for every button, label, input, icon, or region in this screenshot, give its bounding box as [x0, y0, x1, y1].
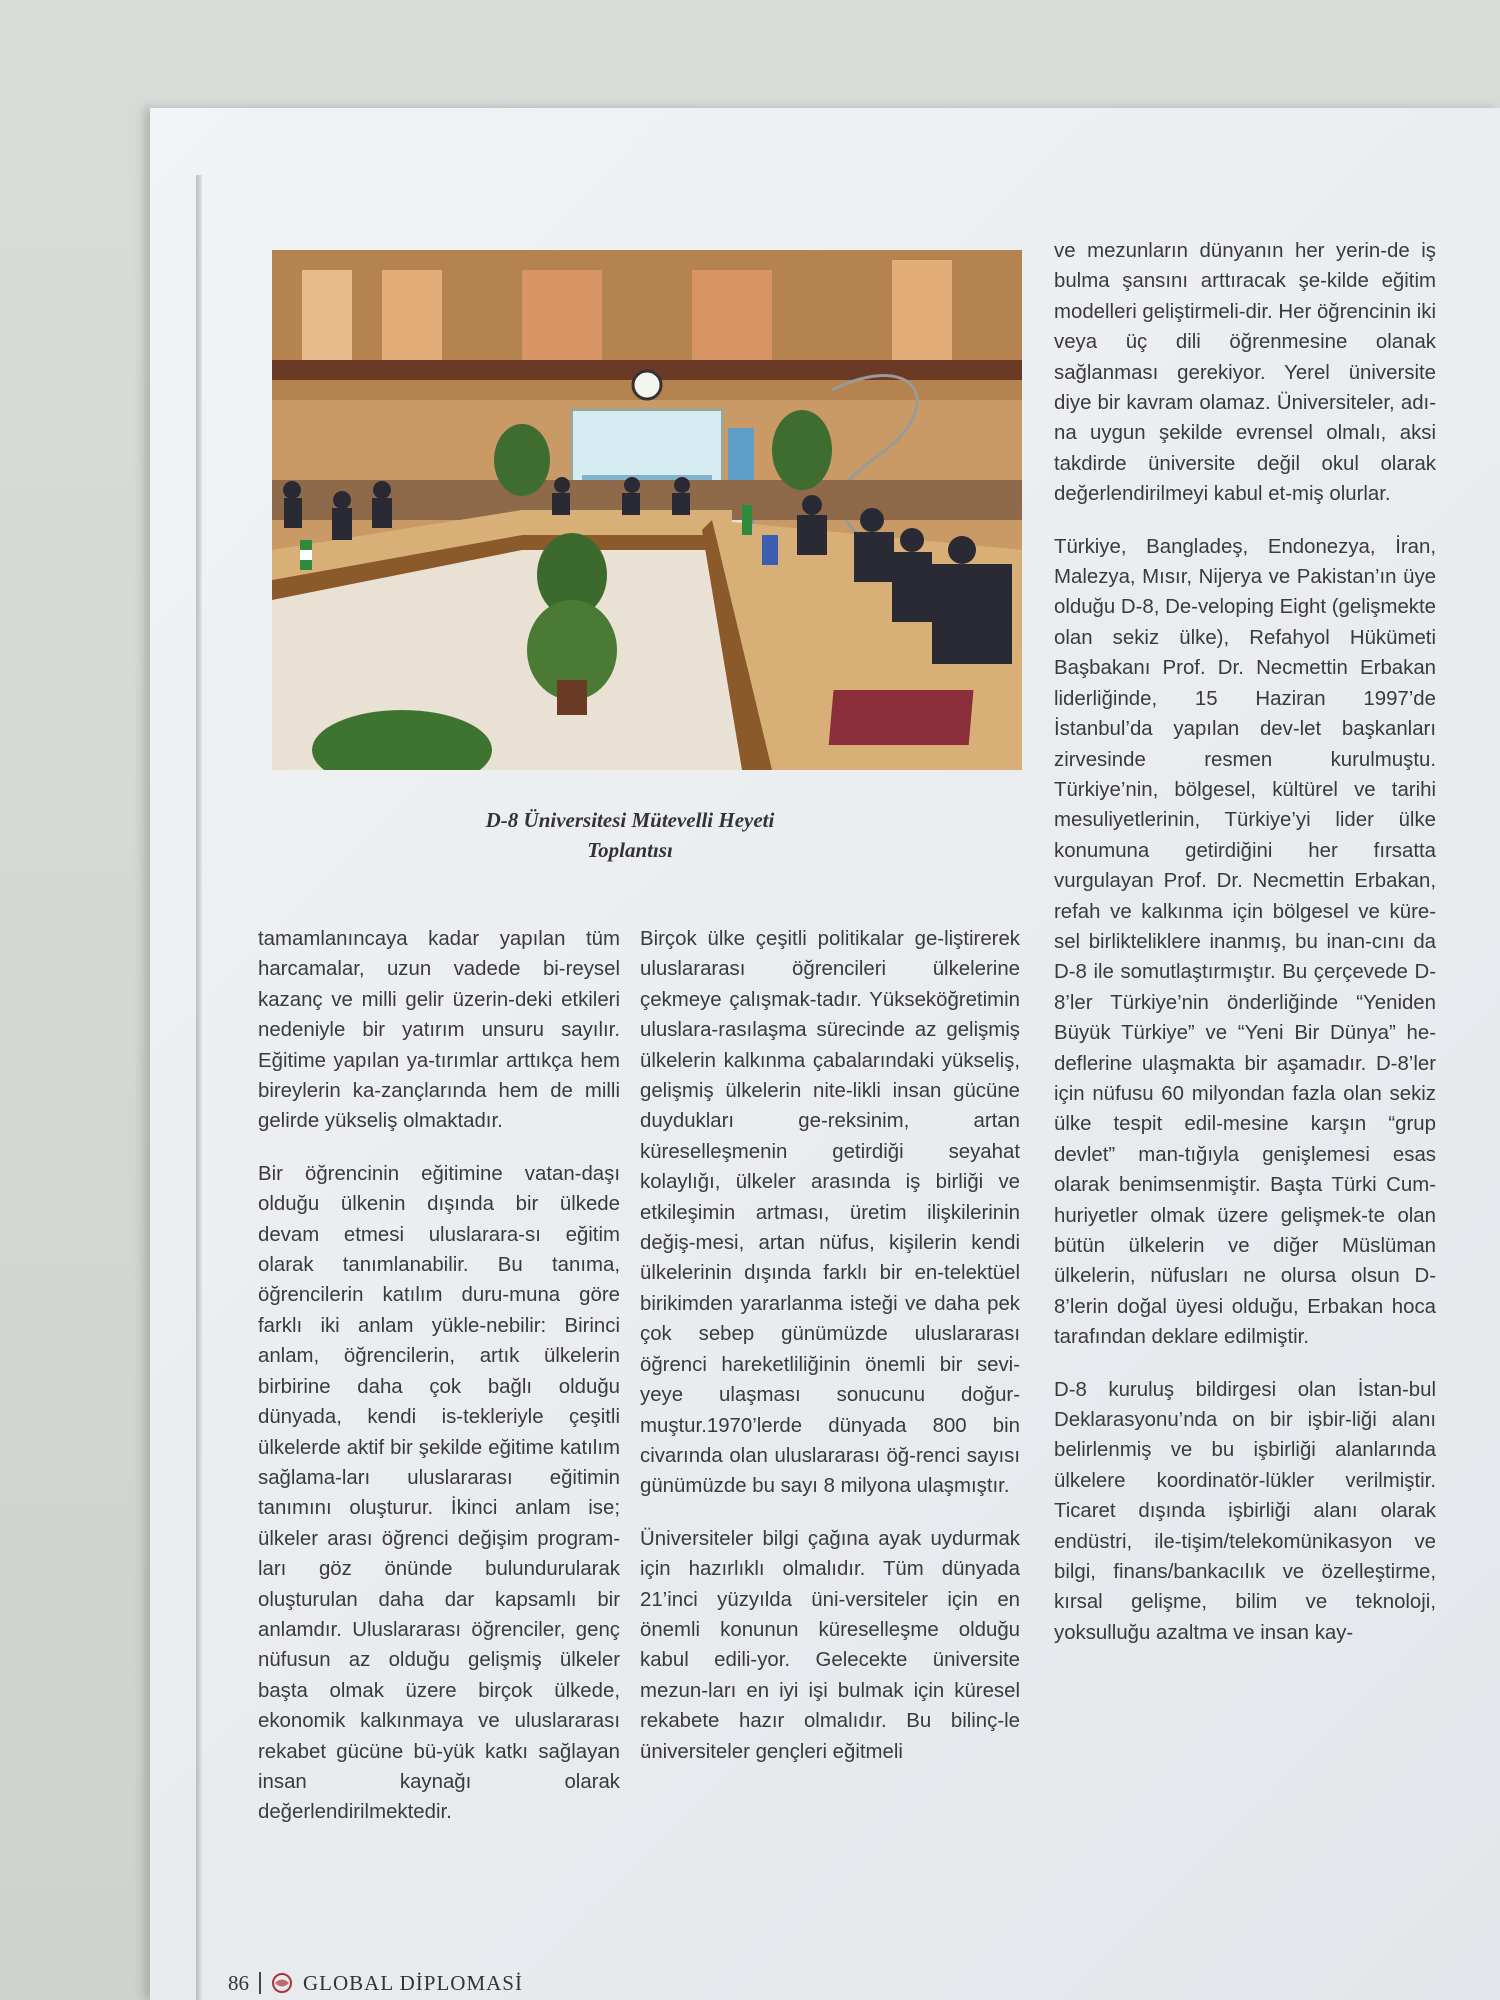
- footer-separator: [259, 1972, 261, 1994]
- text-column-right: [1054, 236, 1436, 1670]
- text-column-middle: [640, 924, 1020, 1789]
- photo-caption: [430, 805, 830, 865]
- paragraph: Birçok ülke çeşitli politikalar ge-liştirerek uluslararası öğrencileri ülkelerine çekmeye çalışmak-tadır. Yükseköğretimin uluslara-rasılaşma sürecinde az gelişmiş ülkelerin kalkınma çabalarındaki yükseliş, gelişmiş ülkelerin nite-likli insan gücüne duydukları ge-reksinim, artan küreselleşmenin getirdiği seyahat kolaylığı, ülkeler arasında iş birliği ve etkileşimin artması, üretim ilişkilerinin değiş-mesi, artan nüfus, kişilerin kendi ülkelerinin dışında farklı bir en-telektüel birikimden yararlanma isteği ve daha pek çok sebep günümüzde uluslararası öğrenci hareketliliğinin önemli bir sevi-yeye ulaşması sonucunu doğur-muştur.1970’lerde dünyada 800 bin civarında olan uluslararası öğ-renci sayısı günümüzde bu sayı 8 milyona ulaşmıştır.: [640, 928, 1020, 1498]
- text-column-left: [258, 924, 620, 1850]
- caption-line-2: Toplantısı: [587, 838, 673, 862]
- paragraph: tamamlanıncaya kadar yapılan tüm harcamalar, uzun vadede bi-reysel kazanç ve milli gelir üzerin-deki etkileri nedeniyle bir yatırım unsuru sayılır. Eğitime yapılan ya-tırımlar arttıkça hem bireylerin ka-zançlarında hem de milli gelirde yükseliş olmaktadır.: [258, 928, 620, 1133]
- paragraph: ve mezunların dünyanın her yerin-de iş bulma şansını arttıracak şe-kilde eğitim modelleri geliştirmeli-dir. Her öğrencinin iki veya üç dili öğrenmesine olanak sağlanması gerekiyor. Yerel üniversite diye bir kavram olamaz. Üniversiteler, adı-na uygun şekilde evrensel olmalı, aksi takdirde üniversite değil okul olarak değerlendirilmeyi kabul et-miş olurlar.: [1054, 240, 1436, 506]
- page-number: 86: [228, 1970, 249, 1995]
- paragraph: Türkiye, Bangladeş, Endonezya, İran, Malezya, Mısır, Nijerya ve Pakistan’ın üye olduğu D-8, De-veloping Eight (gelişmekte olan sekiz ülke), Refahyol Hükümeti Başbakanı Prof. Dr. Necmettin Erbakan liderliğinde, 15 Haziran 1997’de İstanbul’da yapılan dev-let başkanları zirvesinde resmen kurulmuştu. Türkiye’nin, bölgesel, kültürel ve tarihi mesuliyetlerinin, Türkiye’yi lider ülke konumuna getirdiğini her fırsatta vurgulayan Prof. Dr. Necmettin Erbakan, refah ve kalkınma için bölgesel ve küre-sel birlikteliklere inanmış, bu inan-cını da D-8 ile somutlaştırmıştır. Bu çerçevede D-8’ler Türkiye’nin önderliğinde “Yeniden Büyük Türkiye” ve “Yeni Bir Dünya” he-deflerine ulaşmakta bir aşamadır. D-8’ler için nüfusu 60 milyondan fazla olan sekiz ülke tespit edil-mesine karşın “grup devlet” man-tığıyla genişlemesi esas olarak benimsenmiştir. Başta Türki Cum-huriyetler olmak üzere gelişmek-te olan bütün ülkelerin ve diğer Müslüman ülkelerin, nüfusları ne olursa olsun D-8’lerin doğal üyesi olduğu, Erbakan hoca tarafından deklare edilmiştir.: [1054, 535, 1436, 1349]
- paragraph: Bir öğrencinin eğitimine vatan-daşı olduğu ülkenin dışında bir ülkede devam etmesi uluslarara-sı eğitim olarak tanımlanabilir. Bu tanıma, öğrencilerin katılım duru-muna göre farklı iki anlam yükle-nebilir: Birinci anlam, öğrencilerin, artık ülkelerin birbirine daha çok bağlı olduğu dünyada, kendi is-tekleriyle çeşitli ülkelerde aktif bir şekilde eğitime katılım sağlama-ları uluslararası eğitimin tanımını oluşturur. İkinci anlam ise; ülkeler arası öğrenci değişim program-ları göz önünde bulundurularak oluşturulan daha dar kapsamlı bir anlamdır. Uluslararası öğrenciler, genç nüfusun az olduğu gelişmiş ülkeler başta olmak üzere birçok ülkede, ekonomik kalkınmaya ve uluslararası rekabet gücüne bü-yük katkı sağlayan insan kaynağı olarak değerlendirilmektedir.: [258, 1162, 620, 1824]
- page-footer: [228, 1970, 523, 1996]
- caption-line-1: D-8 Üniversitesi Mütevelli Heyeti: [485, 808, 775, 832]
- paragraph: D-8 kuruluş bildirgesi olan İstan-bul Deklarasyonu’nda on bir işbir-liği alanı belirlenmiş ve bu işbirliği alanlarında ülkelere koordinatör-lükler verilmiştir. Ticaret dışında işbirliği alanı olarak endüstri, ile-tişim/telekomünikasyon ve bilgi, finans/bankacılık ve özelleştirme, kırsal gelişme, bilim ve teknoloji, yoksulluğu azaltma ve insan kay-: [1054, 1378, 1436, 1644]
- page-edge: [196, 175, 202, 2000]
- conference-photo-illustration: [272, 250, 1022, 770]
- conference-photo: [272, 250, 1022, 770]
- global-diplomasi-logo-icon: [271, 1972, 293, 1994]
- paragraph: Üniversiteler bilgi çağına ayak uydurmak için hazırlıklı olmalıdır. Tüm dünyada 21’inci yüzyılda üni-versiteler için en önemli konunun küreselleşme olduğu kabul edili-yor. Gelecekte üniversite mezun-ları en iyi işi bulmak için küresel rekabete hazır olmalıdır. Bu bilinç-le üniversiteler gençleri eğitmeli: [640, 1527, 1020, 1763]
- publication-name: GLOBAL DİPLOMASİ: [303, 1970, 523, 1995]
